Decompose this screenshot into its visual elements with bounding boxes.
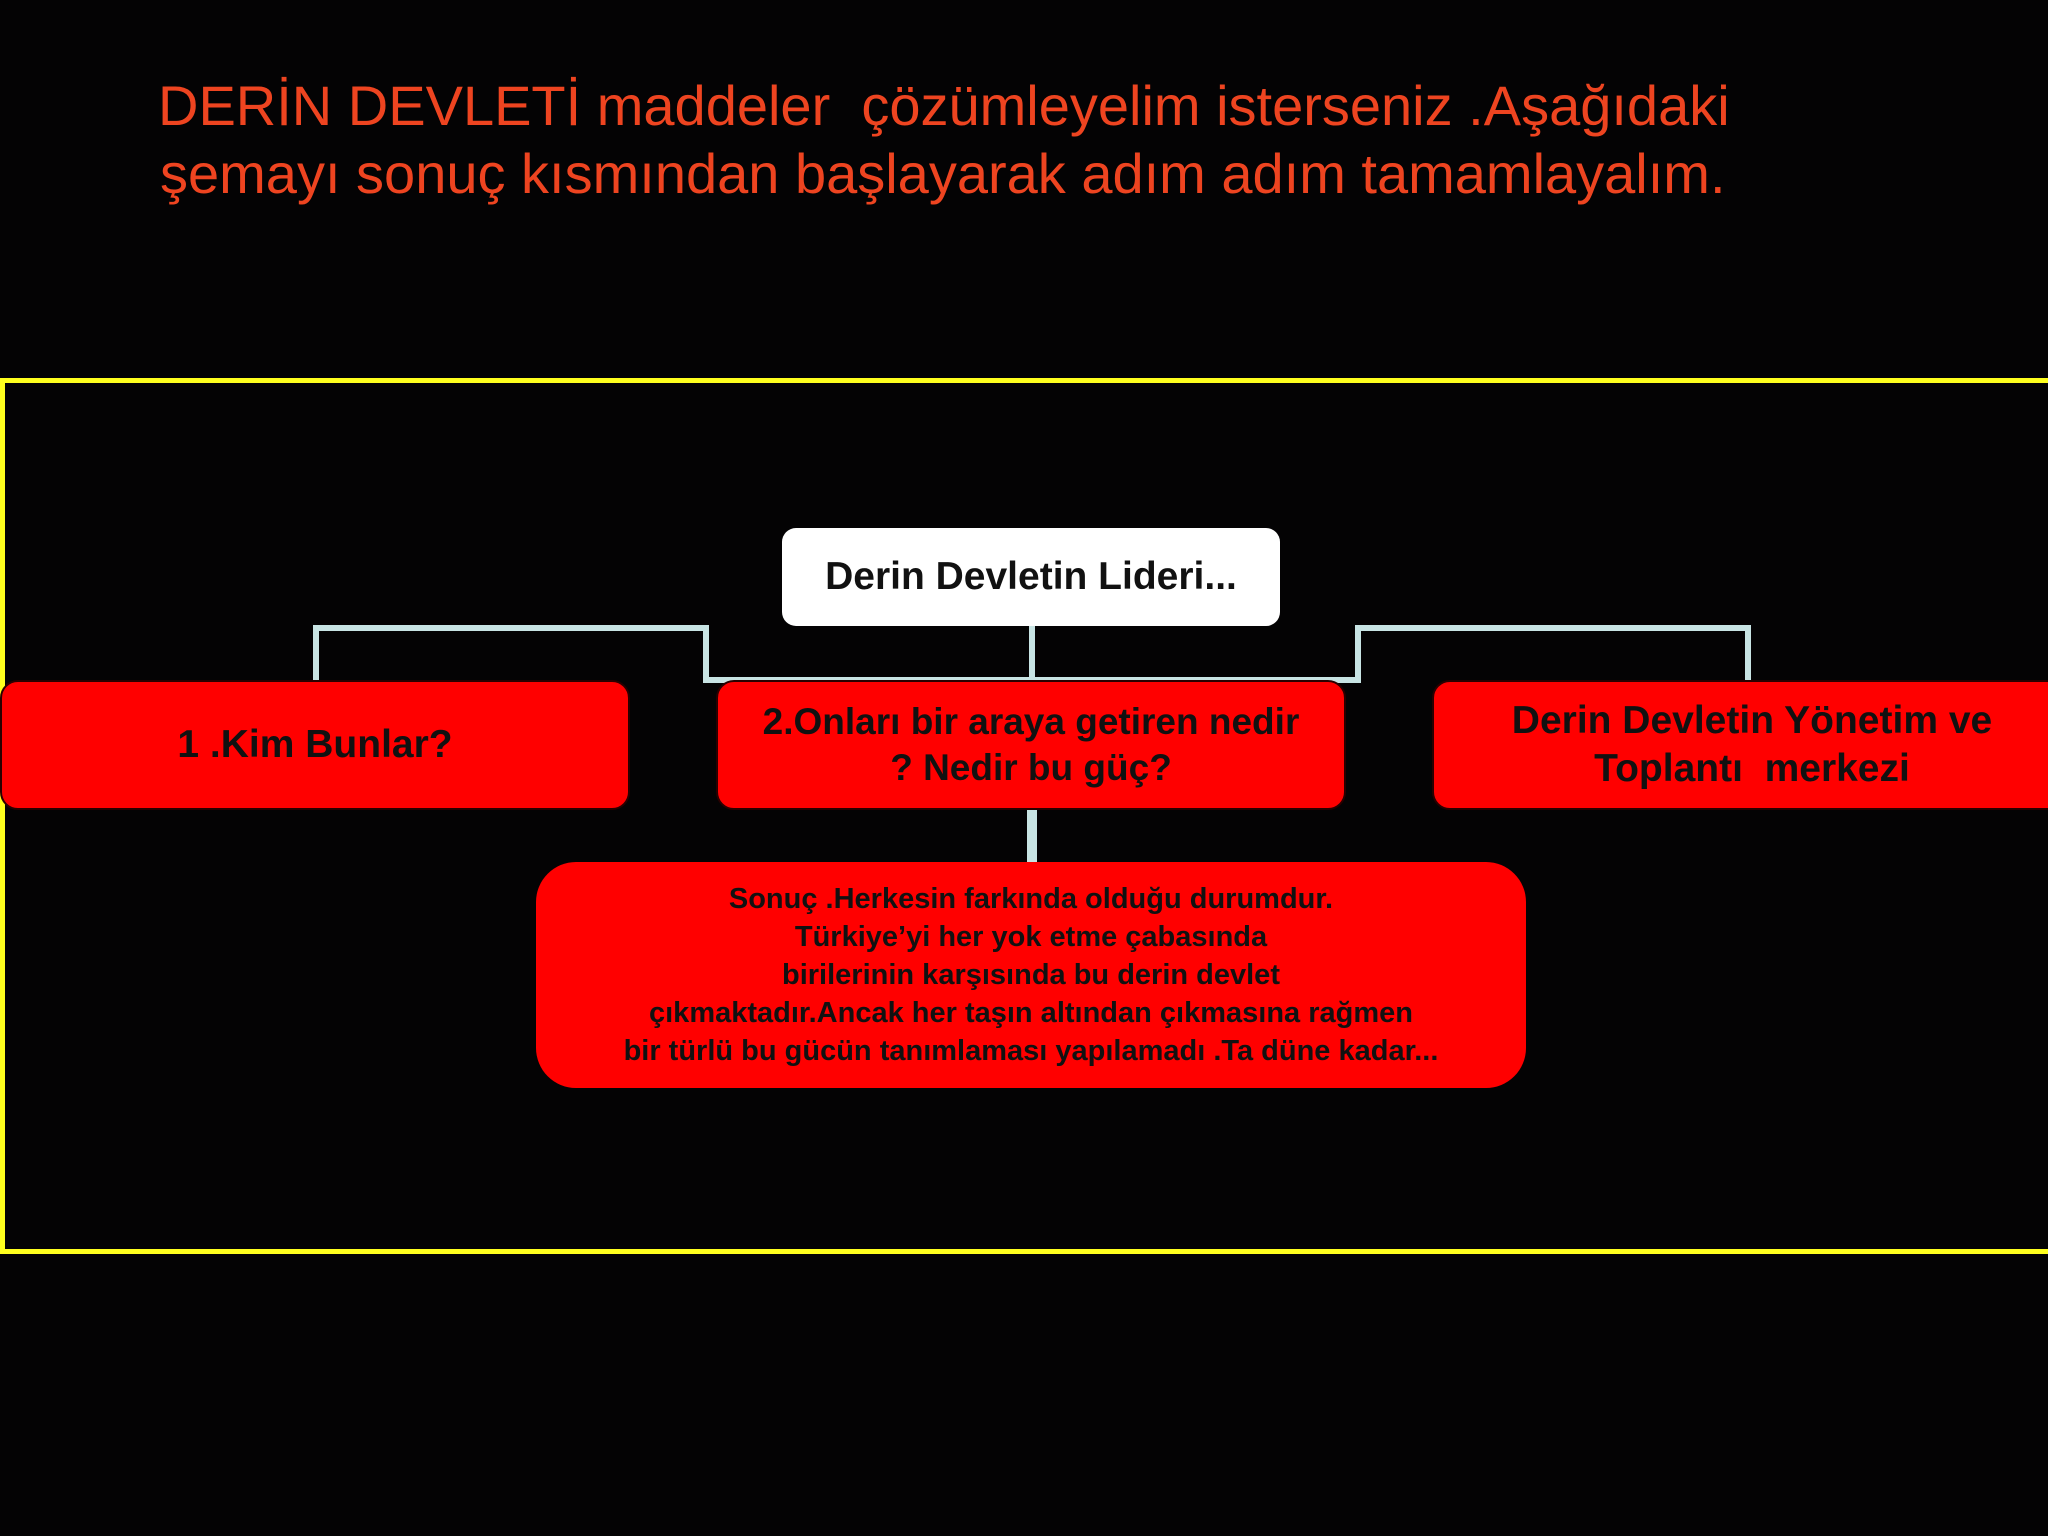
result-node-line-3: birilerinin karşısında bu derin devlet xyxy=(782,959,1280,991)
result-node-line-2: Türkiye’yi her yok etme çabasında xyxy=(794,921,1268,953)
root-node-label: Derin Devletin Lideri... xyxy=(825,555,1237,598)
child-node-power-line-1: 2.Onları bir araya getiren nedir xyxy=(762,701,1300,742)
result-node xyxy=(536,862,1526,1088)
child-node-headquarters-line-1: Derin Devletin Yönetim ve xyxy=(1511,699,1993,742)
result-node-line-4: çıkmaktadır.Ancak her taşın altından çıkmasına rağmen xyxy=(649,997,1413,1029)
result-node-line-1: Sonuç .Herkesin farkında olduğu durumdur. xyxy=(728,883,1334,915)
root-node xyxy=(782,528,1280,626)
child-node-headquarters-line-2: Toplantı merkezi xyxy=(1594,747,1910,790)
connector-right-bracket xyxy=(1032,628,1748,680)
child-node-headquarters xyxy=(1432,680,2048,810)
result-node-line-5: bir türlü bu gücün tanımlaması yapılamadı .Ta düne kadar... xyxy=(623,1035,1439,1067)
child-node-who-line-1: 1 .Kim Bunlar? xyxy=(177,723,453,766)
child-node-who xyxy=(0,680,630,810)
title-line-2: şemayı sonuç kısmından başlayarak adım adım tamamlayalım. xyxy=(160,142,1726,205)
child-node-power xyxy=(716,680,1346,810)
child-node-power-line-2: ? Nedir bu güç? xyxy=(890,747,1172,788)
title-line-1: DERİN DEVLETİ maddeler çözümleyelim isterseniz .Aşağıdaki xyxy=(158,74,1730,137)
connector-left-bracket xyxy=(316,628,1032,680)
